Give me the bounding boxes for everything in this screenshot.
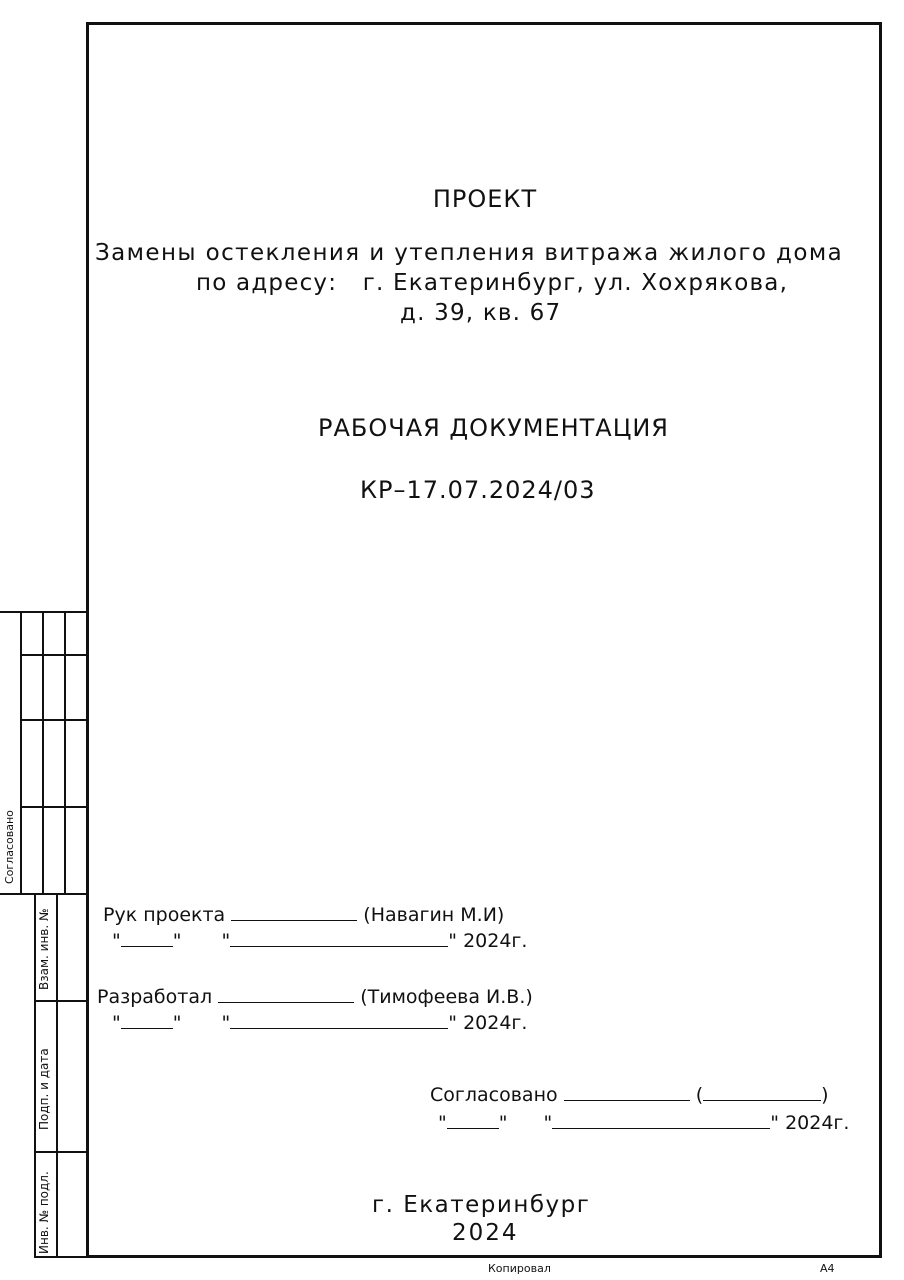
date-month-line xyxy=(230,930,448,947)
side-stamp-podp-data: Подп. и дата xyxy=(37,1048,51,1130)
approval-date: " " " " 2024г. xyxy=(438,1112,850,1134)
side-stamp-row-3 xyxy=(20,806,86,808)
document-type: РАБОЧАЯ ДОКУМЕНТАЦИЯ xyxy=(318,414,669,442)
signature-row-lead xyxy=(103,904,504,926)
subject-line-1: Замены остекления и утепления витража жилого дома xyxy=(95,240,844,266)
side-stamp-row-2 xyxy=(20,719,86,721)
subject-line-2: по адресу: г. Екатеринбург, ул. Хохрякова, xyxy=(196,270,789,296)
approval-name-line xyxy=(703,1084,821,1101)
footer-copied: Копировал xyxy=(488,1262,551,1275)
date-day-line xyxy=(121,930,173,947)
signature-role: Рук проекта xyxy=(103,904,226,926)
signature-date-lead: " " " " 2024г. xyxy=(112,930,528,952)
date-month-line xyxy=(230,1012,448,1029)
side-stamp-agreed: Согласовано xyxy=(3,810,16,884)
footer-format: А4 xyxy=(820,1262,835,1275)
side-stamp-inv-podl: Инв. № подл. xyxy=(37,1171,51,1254)
subject-line-3: д. 39, кв. 67 xyxy=(400,300,562,326)
signature-line xyxy=(231,904,357,921)
side-stamp-lower-col-1 xyxy=(34,893,36,1258)
signature-name: (Тимофеева И.В.) xyxy=(360,986,533,1008)
side-stamp-lower-row-1 xyxy=(34,1000,86,1002)
signature-date-developer: " " " " 2024г. xyxy=(112,1012,528,1034)
document-code: КР–17.07.2024/03 xyxy=(360,476,596,504)
approval-row: Согласовано ( ) xyxy=(430,1084,829,1106)
side-stamp-row-4 xyxy=(0,893,86,895)
approval-role: Согласовано xyxy=(430,1084,558,1106)
side-stamp-bottom-line xyxy=(34,1256,86,1258)
signature-name: (Навагин М.И) xyxy=(363,904,505,926)
date-month-line xyxy=(552,1112,770,1129)
side-stamp-lower-row-2 xyxy=(34,1151,86,1153)
date-day-line xyxy=(121,1012,173,1029)
approval-signature-line xyxy=(564,1084,690,1101)
document-title: ПРОЕКТ xyxy=(432,185,538,213)
side-stamp-row-1 xyxy=(20,654,86,656)
side-stamp-vzam-inv: Взам. инв. № xyxy=(37,908,51,990)
signature-line xyxy=(218,986,354,1003)
city: г. Екатеринбург xyxy=(372,1192,591,1218)
side-stamp-lower-col-2 xyxy=(56,893,58,1258)
signature-role: Разработал xyxy=(97,986,213,1008)
date-day-line xyxy=(447,1112,499,1129)
year: 2024 xyxy=(452,1220,519,1246)
signature-row-developer xyxy=(97,986,533,1008)
